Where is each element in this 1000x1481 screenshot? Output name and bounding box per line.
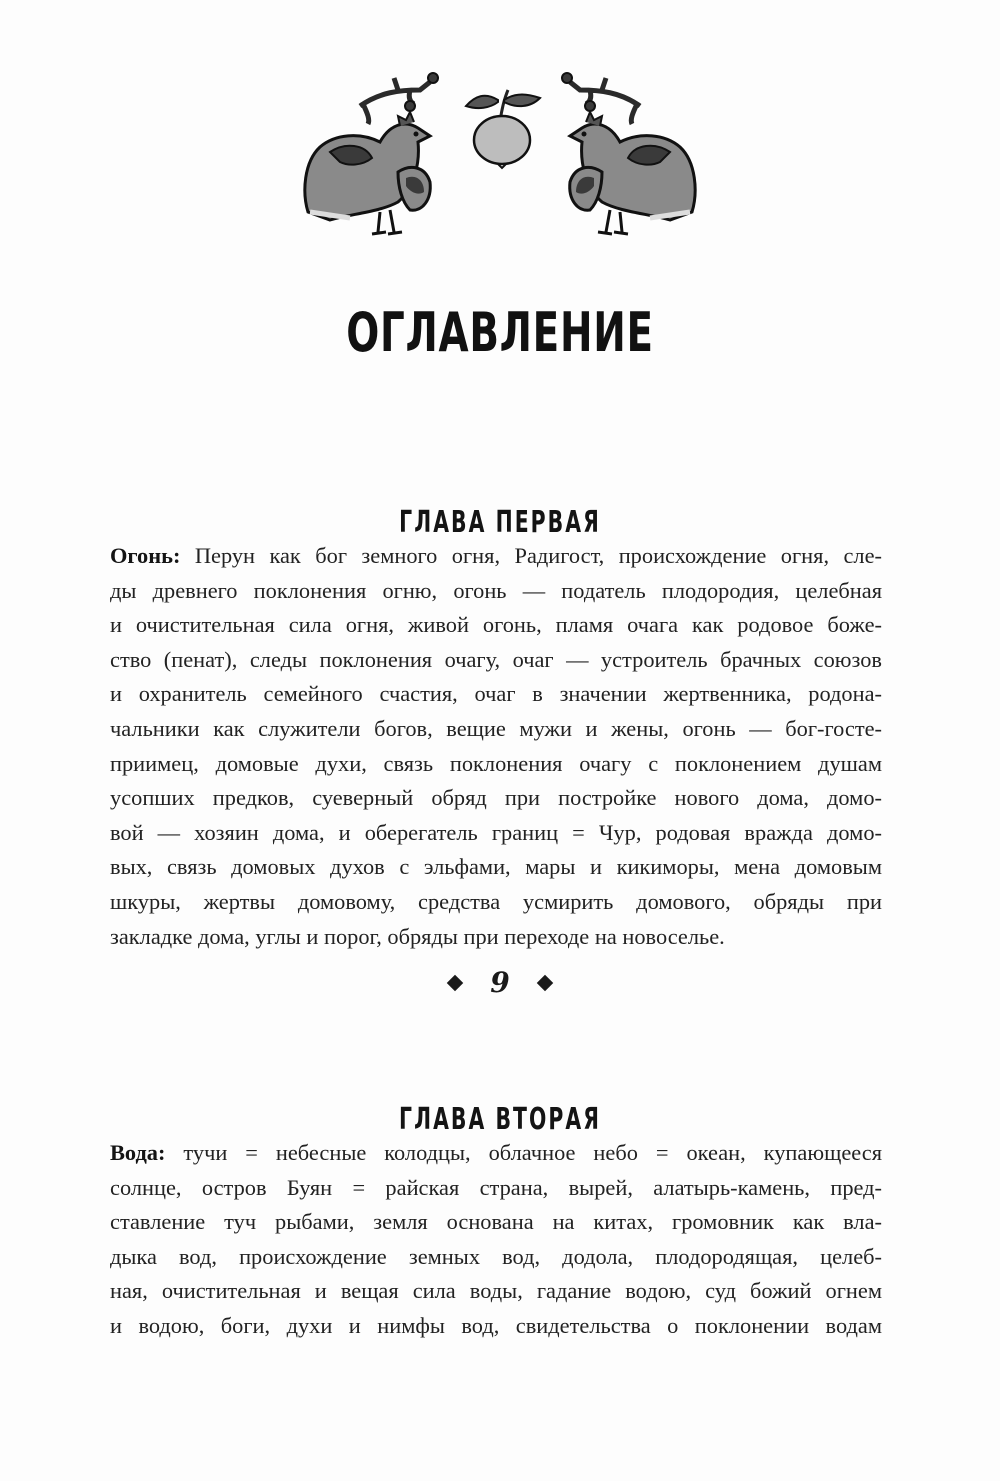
text-line: ставление туч рыбами, земля основана на китах, громовник как вла-	[110, 1209, 882, 1235]
text-line: вой — хозяин дома, и оберегатель границ = Чур, родовая вражда домо-	[110, 819, 882, 845]
page-number: 9	[490, 966, 510, 999]
text-line: вых, связь домовых духов с эльфами, мары и кикиморы, мена домовым	[110, 854, 882, 880]
chapter-lead-term: Вода:	[110, 1140, 166, 1165]
text-line: и водою, боги, духи и нимфы вод, свидетельства о поклонении водам	[110, 1312, 882, 1338]
page-number-row	[0, 966, 1000, 1000]
chapter-summary	[110, 539, 882, 954]
folk-ornament-illustration	[290, 62, 710, 242]
text-line: солнце, остров Буян = райская страна, вырей, алатырь-камень, пред-	[110, 1174, 882, 1200]
text-line: дыка вод, происхождение земных вод, додола, плодородящая, целеб-	[110, 1243, 882, 1269]
text-line: и охранитель семейного счастия, очаг в значении жертвенника, родона-	[110, 681, 882, 707]
diamond-ornament-icon	[448, 976, 462, 990]
text-line: ды древнего поклонения огню, огонь — податель плодородия, целебная	[110, 577, 882, 603]
text-line: ство (пенат), следы поклонения очагу, очаг — устроитель брачных союзов	[110, 646, 882, 672]
text-line: закладке дома, углы и порог, обряды при переходе на новоселье.	[110, 923, 725, 949]
text-line	[110, 1136, 882, 1171]
text-line: приимец, домовые духи, связь поклонения очагу с поклонением душам	[110, 750, 882, 776]
text-line: ная, очистительная и вещая сила воды, гадание водою, суд божий огнем	[110, 1278, 882, 1304]
text-line: и очистительная сила огня, живой огонь, пламя очага как родовое боже-	[110, 612, 882, 638]
page-title: ОГЛАВЛЕНИЕ	[346, 301, 654, 365]
chapter-summary	[110, 1136, 882, 1344]
diamond-ornament-icon	[538, 976, 552, 990]
text-line	[110, 539, 882, 574]
text-line: шкуры, жертвы домовому, средства усмирить домового, обряды при	[110, 888, 882, 914]
chapter-lead-term: Огонь:	[110, 543, 181, 568]
bird-right-icon	[570, 112, 695, 234]
apple-icon	[466, 90, 540, 168]
bird-left-icon	[305, 112, 430, 234]
chapter-heading: ГЛАВА ПЕРВАЯ	[399, 504, 601, 540]
text-line: чальники как служители богов, вещие мужи и жены, огонь — бог-госте-	[110, 715, 882, 741]
text-fragment: Перун как бог земного огня, Радигост, происхождение огня, сле-	[180, 543, 882, 568]
text-line: усопших предков, суеверный обряд при постройке нового дома, домо-	[110, 785, 882, 811]
chapter-heading: ГЛАВА ВТОРАЯ	[399, 1101, 601, 1137]
text-fragment: тучи = небесные колодцы, облачное небо = океан, купающееся	[165, 1140, 882, 1165]
